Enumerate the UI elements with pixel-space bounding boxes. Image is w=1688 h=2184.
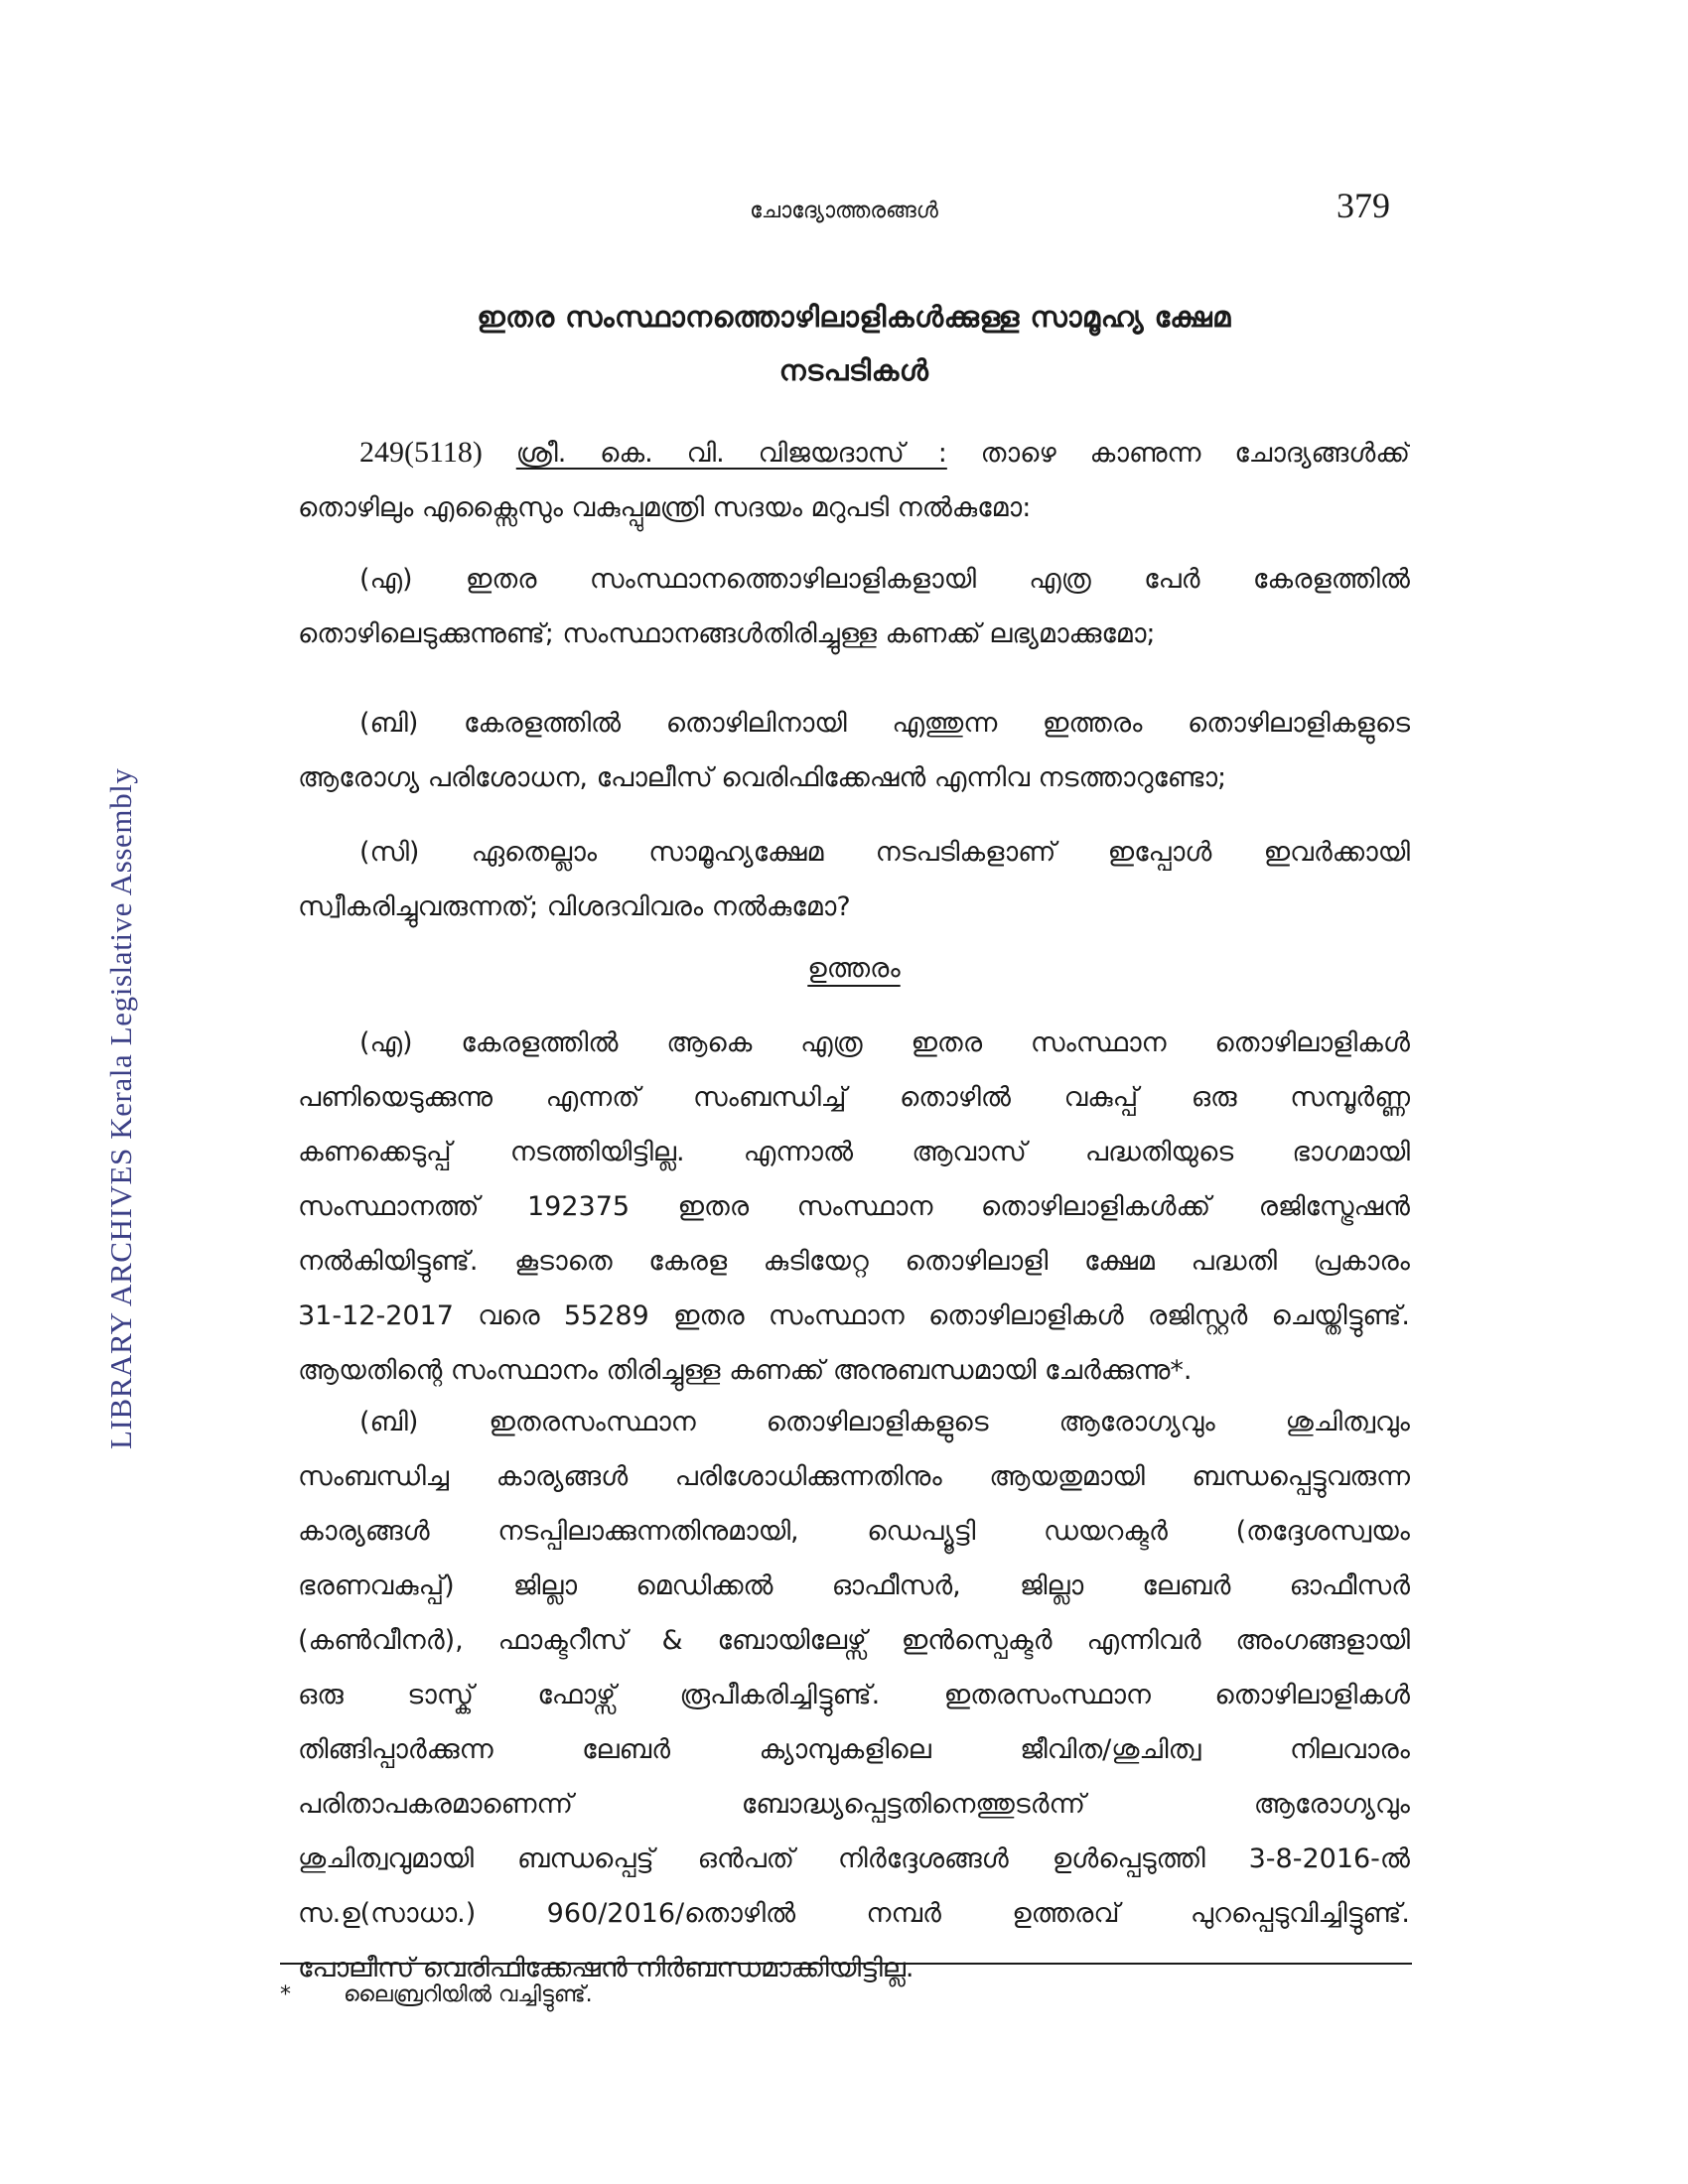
answer-b-line: സ.ഉ(സാധാ.) 960/2016/തൊഴിൽ നമ്പർ ഉത്തരവ് പുറപ്പെടുവിച്ചിട്ടുണ്ട്.: [298, 1898, 1410, 1929]
running-head: ചോദ്യോത്തരങ്ങൾ: [750, 199, 938, 223]
answer-a-line: നൽകിയിട്ടുണ്ട്. കൂടാതെ കേരള കുടിയേറ്റ തൊഴിലാളി ക്ഷേമ പദ്ധതി പ്രകാരം: [298, 1246, 1410, 1277]
answer-a-line: 31-12-2017 വരെ 55289 ഇതര സംസ്ഥാന തൊഴിലാളികൾ രജിസ്റ്റർ ചെയ്തിട്ടുണ്ട്.: [298, 1300, 1410, 1331]
title-line-2: നടപടികൾ: [778, 353, 929, 387]
footnote-divider: [280, 1963, 1412, 1965]
question-intro: [298, 425, 1410, 535]
answer-b-line: ശുചിത്വവുമായി ബന്ധപ്പെട്ട് ഒൻപത് നിർദ്ദേശങ്ങൾ ഉൾപ്പെടുത്തി 3-8-2016-ൽ: [298, 1843, 1410, 1874]
answer-b-line: (കൺവീനർ), ഫാക്ടറീസ് & ബോയിലേഴ്സ് ഇൻസ്പെക്ടർ എന്നിവർ അംഗങ്ങളായി: [298, 1625, 1410, 1656]
question-part-b: [298, 696, 1410, 805]
answer-b-line: ഭരണവകുപ്പ്) ജില്ലാ മെഡിക്കൽ ഓഫീസർ, ജില്ലാ ലേബർ ഓഫീസർ: [298, 1570, 1410, 1601]
footnote-text: ലൈബ്രറിയിൽ വച്ചിട്ടുണ്ട്.: [344, 1982, 593, 2007]
footnote-mark: *: [280, 1982, 291, 2007]
page-number: 379: [1336, 186, 1390, 225]
answer-b-line: തിങ്ങിപ്പാർക്കുന്ന ലേബർ ക്യാമ്പുകളിലെ ജീവിത/ശുചിത്വ നിലവാരം: [298, 1734, 1410, 1765]
answer-b-line: ഒരു ടാസ്ക് ഫോഴ്സ് രൂപീകരിച്ചിട്ടുണ്ട്. ഇതരസംസ്ഥാന തൊഴിലാളികൾ: [298, 1680, 1410, 1710]
question-title: [298, 290, 1410, 397]
question-part-a: [298, 552, 1410, 661]
question-c-line-2: സ്വീകരിച്ചുവരുന്നത്; വിശദവിവരം നൽകുമോ?: [298, 891, 851, 922]
answer-a-line: ആയതിന്റെ സംസ്ഥാനം തിരിച്ചുള്ള കണക്ക് അനുബന്ധമായി ചേർക്കുന്നു*.: [298, 1355, 1193, 1386]
question-part-c: [298, 825, 1410, 934]
answer-part-b: [298, 1395, 1410, 1995]
question-a-line-2: തൊഴിലെടുക്കുന്നുണ്ട്; സംസ്ഥാനങ്ങൾതിരിച്ചുള്ള കണക്ക് ലഭ്യമാക്കുമോ;: [298, 618, 1156, 649]
answer-a-line: (എ) കേരളത്തിൽ ആകെ എത്ര ഇതര സംസ്ഥാന തൊഴിലാളികൾ: [359, 1027, 1410, 1058]
question-b-line-1: (ബി) കേരളത്തിൽ തൊഴിലിനായി എത്തുന്ന ഇത്തരം തൊഴിലാളികളുടെ: [359, 708, 1410, 739]
answer-b-line: കാര്യങ്ങൾ നടപ്പിലാക്കുന്നതിനുമായി, ഡെപ്യൂട്ടി ഡയറക്ടർ (തദ്ദേശസ്വയം: [298, 1516, 1410, 1547]
question-b-line-2: ആരോഗ്യ പരിശോധന, പോലീസ് വെരിഫിക്കേഷൻ എന്നിവ നടത്താറുണ്ടോ;: [298, 762, 1227, 793]
answer-b-line: സംബന്ധിച്ച കാര്യങ്ങൾ പരിശോധിക്കുന്നതിനും ആയതുമായി ബന്ധപ്പെട്ടുവരുന്ന: [298, 1461, 1410, 1492]
answer-a-line: സംസ്ഥാനത്ത് 192375 ഇതര സംസ്ഥാന തൊഴിലാളികൾക്ക് രജിസ്ട്രേഷൻ: [298, 1191, 1410, 1222]
answer-b-line: പരിതാപകരമാണെന്ന് ബോദ്ധ്യപ്പെട്ടതിനെത്തുടർന്ന് ആരോഗ്യവും: [298, 1789, 1410, 1820]
answer-b-line: (ബി) ഇതരസംസ്ഥാന തൊഴിലാളികളുടെ ആരോഗ്യവും ശുചിത്വവും: [359, 1407, 1410, 1437]
answer-heading: ഉത്തരം: [807, 953, 901, 984]
footnote: [280, 1982, 1412, 2007]
question-c-line-1: (സി) ഏതെല്ലാം സാമൂഹ്യക്ഷേമ നടപടികളാണ് ഇപ്പോൾ ഇവർക്കായി: [359, 837, 1410, 868]
question-a-line-1: (എ) ഇതര സംസ്ഥാനത്തൊഴിലാളികളായി എത്ര പേർ കേരളത്തിൽ: [359, 564, 1410, 595]
question-asker: ശ്രീ. കെ. വി. വിജയദാസ് :: [515, 438, 947, 469]
answer-part-a: [298, 1016, 1410, 1398]
archive-side-note: LIBRARY ARCHIVES Kerala Legislative Assembly: [103, 767, 138, 1449]
answer-a-line: പണിയെടുക്കുന്നു എന്നത് സംബന്ധിച്ച് തൊഴിൽ വകുപ്പ് ഒരു സമ്പൂർണ്ണ: [298, 1082, 1410, 1113]
title-line-1: ഇതര സംസ്ഥാനത്തൊഴിലാളികൾക്കുള്ള സാമൂഹ്യ ക്ഷേമ: [477, 300, 1231, 334]
answer-b-line: പോലീസ് വെരിഫിക്കേഷൻ നിർബന്ധമാക്കിയിട്ടില്ല.: [298, 1953, 914, 1983]
question-intro-line-1: [298, 425, 1410, 480]
answer-a-line: കണക്കെടുപ്പ് നടത്തിയിട്ടില്ല. എന്നാൽ ആവാസ് പദ്ധതിയുടെ ഭാഗമായി: [298, 1137, 1410, 1167]
question-number: 249(5118): [359, 436, 483, 469]
question-intro-line-2: തൊഴിലും എക്സൈസും വകുപ്പുമന്ത്രി സദയം മറുപടി നൽകുമോ:: [298, 492, 1032, 523]
question-intro-rest: താഴെ കാണുന്ന ചോദ്യങ്ങൾക്ക്: [980, 438, 1410, 469]
